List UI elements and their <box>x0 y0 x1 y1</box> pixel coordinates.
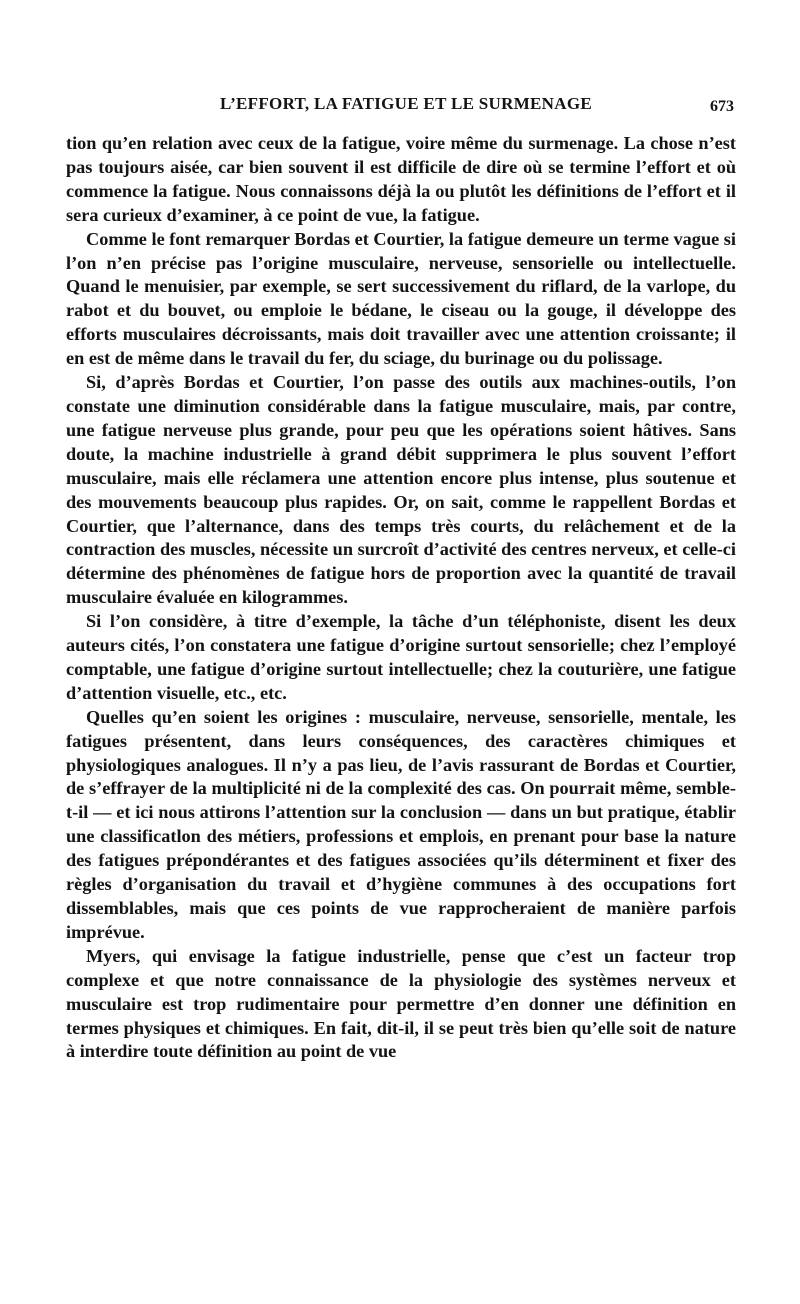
body-text <box>66 132 736 1064</box>
running-header <box>66 92 736 128</box>
paragraph: Si l’on considère, à titre d’exemple, la tâche d’un téléphoniste, disent les deux auteurs cités, l’on constatera une fatigue d’origine surtout sensorielle; chez l’employé comptable, une fatigue d’origine surtout intellectuelle; chez la couturière, une fatigue d’attention visuelle, etc., etc. <box>66 611 736 703</box>
running-title: L’EFFORT, LA FATIGUE ET LE SURMENAGE <box>220 94 592 113</box>
paragraph: Comme le font remarquer Bordas et Courtier, la fatigue demeure un terme vague si l’on n’en précise pas l’origine musculaire, nerveuse, sensorielle ou intellectuelle. Quand le menuisier, par exemple, se sert successivement du riflard, de la varlope, du rabot et du bouvet, ou emploie le bédane, le ciseau ou la gouge, il développe des efforts musculaires décroissants, mais doit travailler avec une attention croissante; il en est de même dans le travail du fer, du sciage, du burinage ou du polissage. <box>66 228 736 369</box>
paragraph: Si, d’après Bordas et Courtier, l’on passe des outils aux machines-outils, l’on constate une diminution considérable dans la fatigue musculaire, mais, par contre, une fatigue nerveuse plus grande, pour peu que les opérations soient hâtives. Sans doute, la machine industrielle à grand débit supprimera le plus souvent l’effort musculaire, mais elle réclamera une attention encore plus intense, plus soutenue et des mouvements beaucoup plus rapides. Or, on sait, comme le rappellent Bordas et Courtier, que l’alternance, dans des temps très courts, du relâchement et de la contraction des muscles, nécessite un surcroît d’activité des centres nerveux, et celle-ci détermine des phénomènes de fatigue hors de proportion avec la quantité de travail musculaire évaluée en kilogrammes. <box>66 372 736 608</box>
document-page <box>66 92 736 1064</box>
paragraph: Quelles qu’en soient les origines : musculaire, nerveuse, sensorielle, mentale, les fatigues présentent, dans leurs conséquences, des caractères chimiques et physiologiques analogues. Il n’y a pas lieu, de l’avis rassurant de Bordas et Courtier, de s’effrayer de la multiplicité ni de la complexité des cas. On pourrait même, semble-t-il — et ici nous attirons l’attention sur la conclusion — dans un but pratique, établir une classificatlon des métiers, professions et emplois, en prenant pour base la nature des fatigues prépondérantes et des fatigues associées qu’ils déterminent et fixer des règles d’organisation du travail et d’hygiène communes à des occupations fort dissemblables, mais que ces points de vue rapprocheraient de manière parfois imprévue. <box>66 706 736 942</box>
paragraph-continuation: tion qu’en relation avec ceux de la fatigue, voire même du surmenage. La chose n’est pas toujours aisée, car bien souvent il est difficile de dire où se termine l’effort et où commence la fatigue. Nous connaissons déjà la ou plutôt les définitions de l’effort et il sera curieux d’examiner, à ce point de vue, la fatigue. <box>66 133 736 225</box>
page-number: 673 <box>710 98 734 115</box>
paragraph: Myers, qui envisage la fatigue industrielle, pense que c’est un facteur trop complexe et que notre connaissance de la physiologie des systèmes nerveux et musculaire est trop rudimentaire pour permettre d’en donner une définition en termes physiques et chimiques. En fait, dit-il, il se peut très bien qu’elle soit de nature à interdire toute définition au point de vue <box>66 945 736 1062</box>
